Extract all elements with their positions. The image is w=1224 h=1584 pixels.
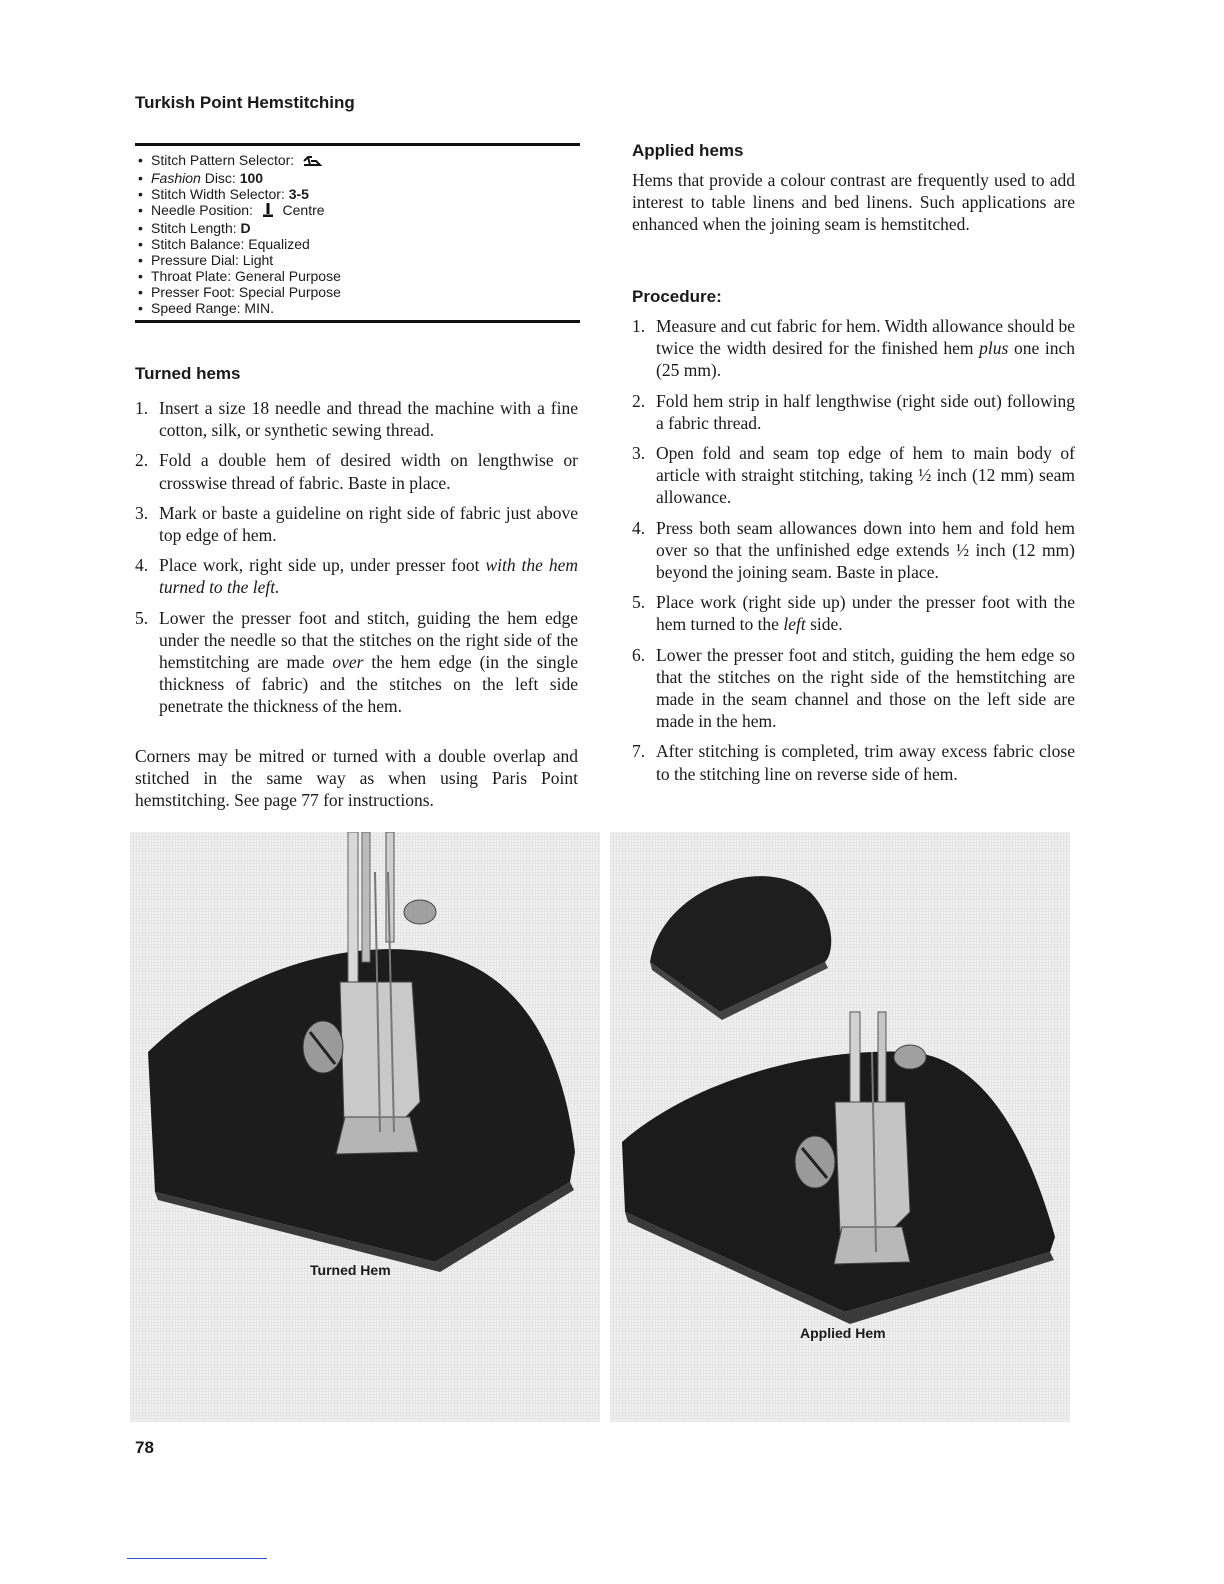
list-item: 2. Fold a double hem of desired width on lengthwise or crosswise thread of fabric. Baste in place. (135, 450, 578, 493)
procedure-heading: Procedure: (632, 287, 722, 306)
settings-item: • Presser Foot: Special Purpose (136, 284, 576, 300)
applied-hems-intro: Hems that provide a colour contrast are frequently used to add interest to table linens and bed linens. Such applications are enhanced when the joining seam is hemstitched. (632, 170, 1075, 235)
settings-item: • Stitch Width Selector: 3-5 (136, 186, 576, 202)
list-item: 7. After stitching is completed, trim away excess fabric close to the stitching line on reverse side of hem. (632, 741, 1075, 784)
turned-hem-photo (130, 832, 600, 1422)
settings-item: • Stitch Pattern Selector: (136, 152, 576, 170)
list-item: 4. Press both seam allowances down into hem and fold hem over so that the unfinished edge extends ½ inch (12 mm) beyond the joining seam. Baste in place. (632, 517, 1075, 583)
footer-divider (127, 1558, 267, 1559)
applied-hem-caption: Applied Hem (800, 1325, 886, 1341)
list-item: 1. Measure and cut fabric for hem. Width allowance should be twice the width desired for the finished hem plus one inch (25 mm). (632, 316, 1075, 381)
settings-item: • Throat Plate: General Purpose (136, 268, 576, 284)
settings-item: • Fashion Disc: 100 (136, 170, 576, 186)
needle-position-centre-icon (261, 203, 275, 220)
turned-hems-note: Corners may be mitred or turned with a double overlap and stitched in the same way as when using Paris Point hemstitching. See page 77 for instructions. (135, 746, 578, 811)
page-number: 78 (135, 1438, 154, 1457)
machine-settings-list (136, 152, 576, 316)
turned-hems-steps (135, 397, 578, 726)
procedure-steps (632, 315, 1075, 793)
list-item: 1. Insert a size 18 needle and thread the machine with a fine cotton, silk, or synthetic sewing thread. (135, 398, 578, 441)
settings-item: • Stitch Length: D (136, 220, 576, 236)
settings-item: • Speed Range: MIN. (136, 300, 576, 316)
list-item: 5. Lower the presser foot and stitch, guiding the hem edge under the needle so that the stitches on the right side of the hemstitching are made over the hem edge (in the single thickness of fabric) and the stitches on the left side penetrate the thickness of the hem. (135, 607, 578, 717)
settings-item: • Pressure Dial: Light (136, 252, 576, 268)
list-item: 3. Mark or baste a guideline on right side of fabric just above top edge of hem. (135, 502, 578, 546)
settings-item: • Stitch Balance: Equalized (136, 236, 576, 252)
settings-top-rule (135, 143, 580, 146)
list-item: 5. Place work (right side up) under the presser foot with the hem turned to the left side. (632, 592, 1075, 635)
applied-hems-heading: Applied hems (632, 141, 744, 160)
list-item: 3. Open fold and seam top edge of hem to main body of article with straight stitching, taking ½ inch (12 mm) seam allowance. (632, 443, 1075, 508)
turned-hems-heading: Turned hems (135, 364, 241, 383)
list-item: 4. Place work, right side up, under presser foot with the hem turned to the left. (135, 555, 578, 598)
turned-hem-caption: Turned Hem (310, 1262, 391, 1278)
stitch-pattern-symbol-icon (302, 154, 322, 170)
list-item: 6. Lower the presser foot and stitch, guiding the hem edge so that the stitches on the right side of the hemstitching are made in the seam channel and those on the left side are made in the hem. (632, 644, 1075, 732)
settings-bottom-rule (135, 320, 580, 323)
settings-item: • Needle Position: Centre (136, 202, 576, 220)
applied-hem-photo (610, 832, 1070, 1422)
page-title: Turkish Point Hemstitching (135, 93, 355, 112)
list-item: 2. Fold hem strip in half lengthwise (right side out) following a fabric thread. (632, 390, 1075, 433)
